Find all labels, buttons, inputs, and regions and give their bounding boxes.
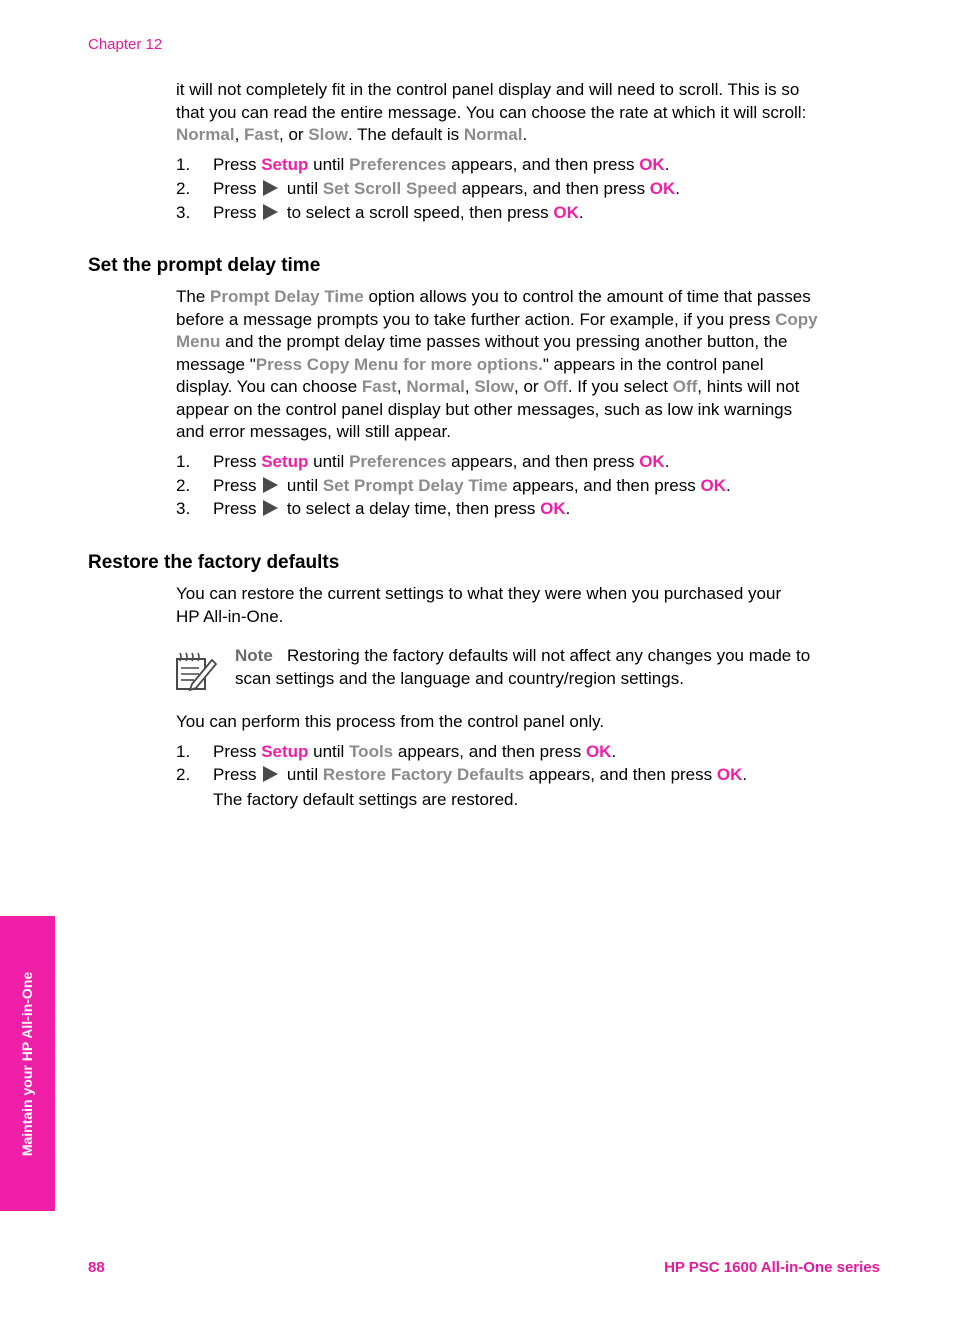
step-text: Press <box>213 452 262 471</box>
para-text: option allows you to control the amount of time that passes <box>363 287 811 306</box>
step-number: 2. <box>176 765 191 784</box>
option-normal: Normal <box>176 125 235 144</box>
option-fast: Fast <box>244 125 279 144</box>
ok-key: OK <box>639 452 665 471</box>
ok-key: OK <box>553 203 579 222</box>
note-icon <box>174 650 218 692</box>
separator: , or <box>279 125 309 144</box>
step-number: 1. <box>176 155 191 174</box>
step-number: 2. <box>176 476 191 495</box>
prompt-message: Press Copy Menu for more options. <box>255 354 543 374</box>
right-arrow-icon <box>263 766 278 782</box>
menu-item: Tools <box>349 742 394 761</box>
option-slow: Slow <box>308 125 348 144</box>
step-number: 3. <box>176 499 191 518</box>
menu-item: Preferences <box>349 155 447 174</box>
para-text: and the prompt delay time passes without you pressing another button, the <box>220 332 788 351</box>
step-text: appears, and then press <box>457 179 650 198</box>
option-normal: Normal <box>406 377 465 396</box>
step-text: Press <box>213 155 262 174</box>
menu-item: Preferences <box>349 452 447 471</box>
note-text: Restoring the factory defaults will not affect any changes you made to <box>286 646 811 665</box>
step-text: until <box>282 179 323 198</box>
option-prompt-delay-time: Prompt Delay Time <box>210 287 364 306</box>
para-text: display. You can choose <box>176 377 362 396</box>
result-text: The factory default settings are restored. <box>213 790 519 809</box>
prompt-delay-paragraph <box>176 286 876 444</box>
ok-key: OK <box>585 742 612 761</box>
separator: , <box>464 377 475 396</box>
setup-key: Setup <box>261 155 309 174</box>
step-text: Press <box>213 476 262 495</box>
restore-paragraph <box>176 583 876 628</box>
step-number: 2. <box>176 179 191 198</box>
note-callout <box>235 645 875 690</box>
step-text: Press <box>213 179 262 198</box>
setup-key: Setup <box>261 742 309 761</box>
step-text: appears, and then press <box>446 155 640 174</box>
side-tab <box>0 916 55 1211</box>
para-text: , hints will not <box>697 377 800 396</box>
para-text: appear on the control panel display but other messages, such as low ink warnings <box>176 399 793 419</box>
chapter-label: Chapter 12 <box>88 36 163 53</box>
step-number: 1. <box>176 742 191 761</box>
period: . <box>522 125 528 144</box>
page-number: 88 <box>88 1259 105 1276</box>
right-arrow-icon <box>263 500 278 516</box>
default-option: Normal <box>463 125 523 144</box>
step-text: appears, and then press <box>446 452 640 471</box>
separator: , <box>234 125 245 144</box>
period: . <box>565 499 571 518</box>
option-off: Off <box>543 377 568 396</box>
step-text: until <box>282 476 323 495</box>
step-text: Press <box>213 499 262 518</box>
para-text: The <box>176 287 211 306</box>
option-off: Off <box>672 377 698 396</box>
step-number: 3. <box>176 203 191 222</box>
para-text: message " <box>176 354 256 374</box>
period: . <box>742 765 748 784</box>
section-heading-prompt-delay: Set the prompt delay time <box>88 255 321 276</box>
right-arrow-icon <box>263 204 278 220</box>
copy-menu-key: Menu <box>176 332 221 351</box>
menu-item: Restore Factory Defaults <box>322 765 525 784</box>
step-text: appears, and then press <box>393 742 586 761</box>
step-text: Press <box>213 742 262 761</box>
step-text: appears, and then press <box>524 765 717 784</box>
step-text: appears, and then press <box>507 476 701 495</box>
ok-key: OK <box>716 765 743 784</box>
period: . <box>664 452 670 471</box>
note-label: Note <box>235 646 273 665</box>
period: . <box>664 155 670 174</box>
step-text: to select a delay time, then press <box>282 499 541 518</box>
option-slow: Slow <box>474 377 515 396</box>
step-number: 1. <box>176 452 191 471</box>
step-text: Press <box>213 203 262 222</box>
para-text: and error messages, will still appear. <box>176 422 451 441</box>
note-text: scan settings and the language and country/region settings. <box>235 668 684 688</box>
period: . <box>675 179 681 198</box>
step-text: until <box>308 742 350 761</box>
step-text: to select a scroll speed, then press <box>282 203 554 222</box>
para-text: " appears in the control panel <box>542 354 764 374</box>
para-text: You can perform this process from the control panel only. <box>176 712 605 731</box>
para-text: You can restore the current settings to what they were when you purchased your <box>176 584 782 603</box>
copy-menu-key: Copy <box>775 309 818 329</box>
period: . <box>725 476 731 495</box>
menu-item: Set Prompt Delay Time <box>322 476 508 495</box>
right-arrow-icon <box>263 180 278 196</box>
ok-key: OK <box>649 179 676 198</box>
intro-paragraph <box>176 79 876 147</box>
para-text: HP All-in-One. <box>176 606 284 626</box>
separator: , or <box>514 377 544 396</box>
product-name: HP PSC 1600 All-in-One series <box>664 1259 880 1276</box>
side-tab-label: Maintain your HP All-in-One <box>19 971 35 1157</box>
para-text: . If you select <box>567 377 673 396</box>
step-text: until <box>308 155 350 174</box>
para-text: before a message prompts you to take further action. For example, if you press <box>176 309 776 329</box>
intro-line-1: it will not completely fit in the control panel display and will need to scroll. This is so <box>176 80 800 99</box>
menu-item: Set Scroll Speed <box>322 179 457 198</box>
section-heading-restore-defaults: Restore the factory defaults <box>88 552 340 573</box>
ok-key: OK <box>700 476 726 495</box>
ok-key: OK <box>639 155 665 174</box>
step-text: until <box>282 765 323 784</box>
right-arrow-icon <box>263 477 278 493</box>
intro-text: . The default is <box>347 125 464 144</box>
option-fast: Fast <box>361 377 397 396</box>
control-panel-paragraph <box>176 711 876 734</box>
step-text: Press <box>213 765 262 784</box>
period: . <box>578 203 584 222</box>
separator: , <box>396 377 407 396</box>
setup-key: Setup <box>261 452 309 471</box>
ok-key: OK <box>540 499 566 518</box>
intro-line-2: that you can read the entire message. You can choose the rate at which it will scroll: <box>176 102 807 122</box>
step-text: until <box>308 452 350 471</box>
period: . <box>611 742 617 761</box>
